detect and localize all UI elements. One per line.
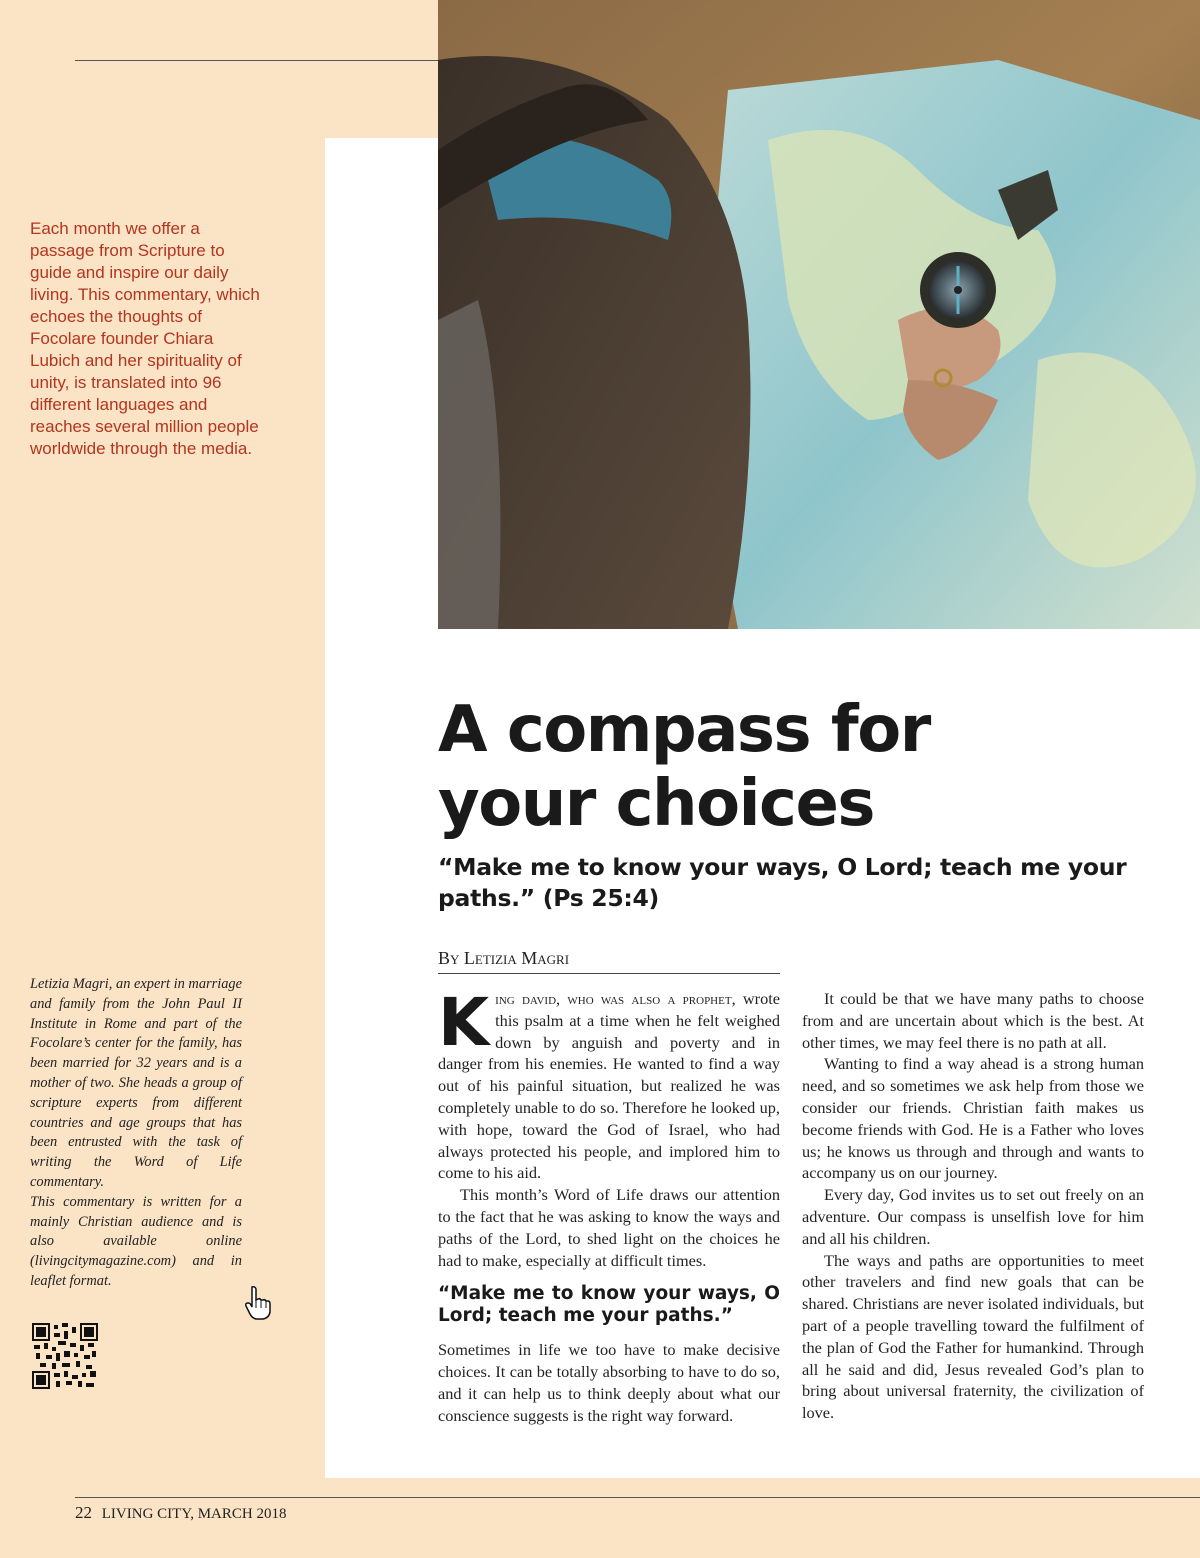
page-number: 22 (75, 1503, 92, 1522)
paragraph-4: It could be that we have many paths to choose from and are uncertain about which is the best. At other times, we may feel there is no path at all. (802, 989, 1144, 1052)
intro-text: Each month we offer a passage from Scripture to guide and inspire our daily living. This commentary, which echoes the thoughts of Focolare founder Chiara Lubich and her spirituality of unity, is translated into 96 different languages and reaches several million people worldwide through the media. (30, 219, 260, 458)
header-photo (438, 0, 1200, 629)
paragraph-7: The ways and paths are opportunities to meet other travelers and find new goals that can be shared. Christians are never isolated individuals, but part of a people travelling toward the fulfilment of the plan of God the Father for humankind. Through all he said and did, Jesus revealed God’s plan to bring about universal fraternity, the civilization of love. (802, 1250, 1144, 1423)
author-bio (30, 975, 242, 1292)
publication-name: LIVING CITY, MARCH 2018 (101, 1506, 287, 1522)
availability-note: This commentary is written for a mainly Christian audience and is also available online (livingcitymagazine.com) and in leaflet format. (30, 1193, 242, 1289)
drop-cap: K (438, 984, 490, 1061)
byline: By Letizia Magri (438, 948, 780, 974)
footer-rule (75, 1497, 1200, 1498)
title-line-2: your choices (438, 767, 874, 841)
paragraph-5: Wanting to find a way ahead is a strong human need, and so sometimes we ask help from those we consider our friends. Christian faith makes us become friends with God. He is a Father who loves us; he knows us through and through and wants to accompany us on our journey. (802, 1054, 1144, 1183)
qr-code-icon[interactable] (32, 1323, 98, 1394)
paragraph-1 (438, 984, 780, 1184)
paragraph-2: This month’s Word of Life draws our attention to the fact that he was asking to know the ways and paths of the Lord, to shed light on the choices he had to make, especially at difficult times. (438, 1185, 780, 1270)
lead-in: ing david, who was also a prophet, (495, 989, 736, 1008)
article-subtitle: “Make me to know your ways, O Lord; teach me your paths.” (Ps 25:4) (438, 853, 1127, 912)
page-footer (75, 1503, 286, 1523)
author-bio-text: Letizia Magri, an expert in marriage and family from the John Paul II Institute in Rome and part of the Focolare’s center for the family, has been married for 32 years and is a mother of two. She heads a group of scripture experts from different countries and age groups that has been entrusted with the task of writing the Word of Life commentary. (30, 976, 242, 1190)
article-column-2 (802, 988, 1144, 1424)
paragraph-6: Every day, God invites us to set out freely on an adventure. Our compass is unselfish love for him and all his children. (802, 1185, 1144, 1248)
article-column-1 (438, 984, 780, 1427)
paragraph-1-text: wrote this psalm at a time when he felt weighed down by anguish and poverty and in danger from his enemies. He wanted to find a way out of his painful situation, but realized he was completely unable to do so. Therefore he looked up, with hope, toward the God of Israel, who had always protected his people, and implored him to come to his aid. (438, 989, 780, 1183)
top-rule (75, 60, 440, 61)
hand-pointer-icon (243, 1285, 273, 1326)
paragraph-3: Sometimes in life we too have to make decisive choices. It can be totally absorbing to have to do so, and it can help us to think deeply about what our conscience suggests is the right way forward. (438, 1340, 780, 1425)
section-heading: “Make me to know your ways, O Lord; teach me your paths.” (438, 1283, 780, 1327)
compass-map-photo (438, 0, 1200, 629)
article-title (438, 693, 1138, 841)
title-line-1: A compass for (438, 693, 930, 767)
